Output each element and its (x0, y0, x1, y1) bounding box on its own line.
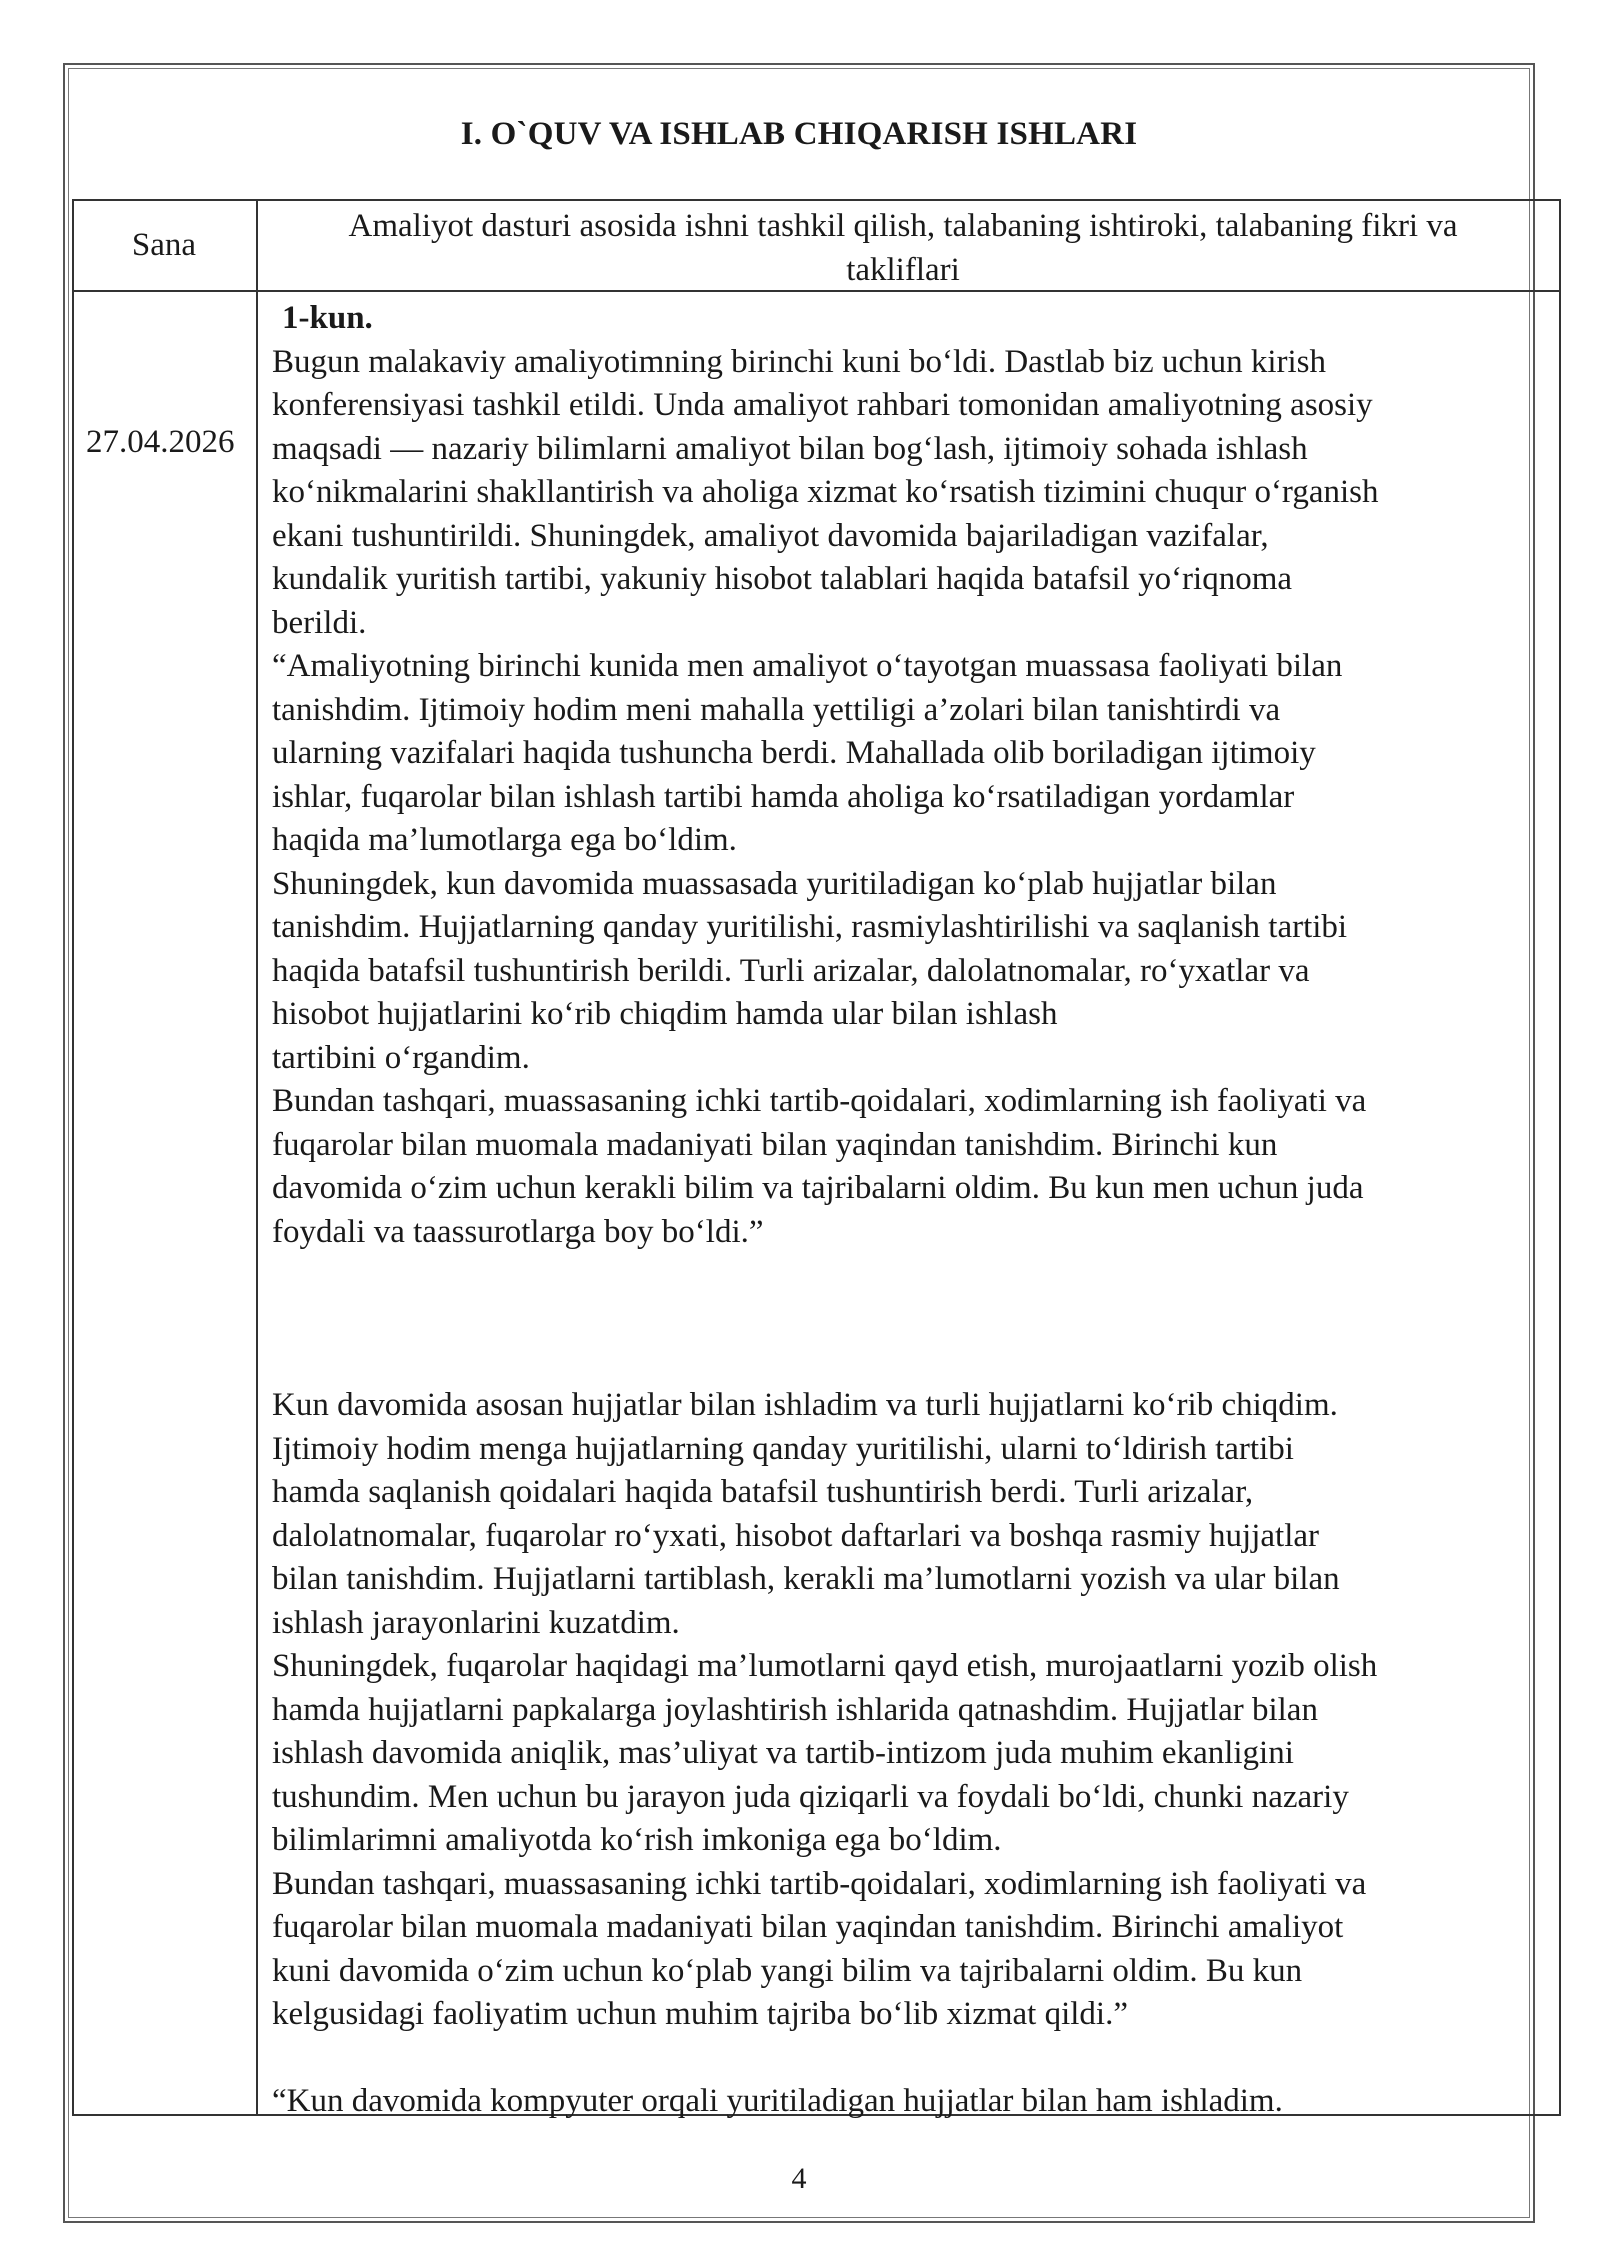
row-content (272, 297, 1562, 2123)
day-label: 1-kun. (282, 300, 373, 336)
header-content-column: Amaliyot dasturi asosida ishni tashkil qilish, talabaning ishtiroki, talabaning fikri va takliflari (348, 208, 1458, 288)
paragraph: Bugun malakaviy amaliyotimning birinchi kuni bo‘ldi. Dastlab biz uchun kirish konferensiyasi tashkil etildi. Unda amaliyot rahbari tomonidan amaliyotning asosiy maqsadi — nazariy bilimlarni amaliyot bilan bog‘lash, ijtimoiy sohada ishlash ko‘nikmalarini shakllantirish va aholiga xizmat ko‘rsatish tizimini chuqur o‘rganish ekani tushuntirildi. Shuningdek, amaliyot davomida bajariladigan vazifalar, kundalik yuritish tartibi, yakuniy hisobot talablari haqida batafsil yo‘riqnoma berildi. (272, 343, 1379, 641)
row-date: 27.04.2026 (86, 424, 235, 460)
table-top-border (72, 199, 1561, 201)
paragraph: Shuningdek, fuqarolar haqidagi ma’lumotlarni qayd etish, murojaatlarni yozib olish hamda hujjatlarni papkalarga joylashtirish ishlarida qatnashdim. Hujjatlar bilan ishlash davomida aniqlik, mas’uliyat va tartib-intizom juda muhim ekanligini tushundim. Men uchun bu jarayon juda qiziqarli va foydali bo‘ldi, chunki nazariy bilimlarimni amaliyotda ko‘rish imkoniga ega bo‘ldim. (272, 1648, 1378, 1858)
blank-space (272, 1254, 1562, 1384)
table-left-border (72, 199, 74, 2116)
section-title: I. O`QUV VA ISHLAB CHIQARISH ISHLARI (460, 116, 1138, 152)
paragraph: Bundan tashqari, muassasaning ichki tartib-qoidalari, xodimlarning ish faoliyati va fuqarolar bilan muomala madaniyati bilan yaqindan tanishdim. Birinchi kun davomida o‘zim uchun kerakli bilim va tajribalarni oldim. Bu kun men uchun juda foydali va taassurotlarga boy bo‘ldi.” (272, 1083, 1367, 1250)
paragraph: Shuningdek, kun davomida muassasada yuritiladigan ko‘plab hujjatlar bilan tanishdim. Hujjatlarning qanday yuritilishi, rasmiylashtirilishi va saqlanish tartibi haqida batafsil tushuntirish berildi. Turli arizalar, dalolatnomalar, ro‘yxatlar va hisobot hujjatlarini ko‘rib chiqdim hamda ular bilan ishlash tartibini o‘rgandim. (272, 865, 1348, 1076)
paragraph: “Kun davomida kompyuter orqali yuritiladigan hujjatlar bilan ham ishladim. (272, 2082, 1283, 2119)
blank-space (272, 2037, 1562, 2080)
paragraph: “Amaliyotning birinchi kunida men amaliyot o‘tayotgan muassasa faoliyati bilan tanishdim. Ijtimoiy hodim meni mahalla yettiligi a’zolari bilan tanishtirdi va ularning vazifalari haqida tushuncha berdi. Mahallada olib boriladigan ijtimoiy ishlar, fuqarolar bilan ishlash tartibi hamda aholiga ko‘rsatiladigan yordamlar haqida ma’lumotlarga ega bo‘ldim. (272, 648, 1343, 858)
table-column-divider (256, 199, 258, 2116)
paragraph: Kun davomida asosan hujjatlar bilan ishladim va turli hujjatlarni ko‘rib chiqdim. Ijtimoiy hodim menga hujjatlarning qanday yuritilishi, ularni to‘ldirish tartibi hamda saqlanish qoidalari haqida batafsil tushuntirish berdi. Turli arizalar, dalolatnomalar, fuqarolar ro‘yxati, hisobot daftarlari va boshqa rasmiy hujjatlar bilan tanishdim. Hujjatlarni tartiblash, kerakli ma’lumotlarni yozish va ular bilan ishlash jarayonlarini kuzatdim. (272, 1387, 1340, 1641)
page-number: 4 (791, 2162, 807, 2195)
paragraph: Bundan tashqari, muassasaning ichki tartib-qoidalari, xodimlarning ish faoliyati va fuqarolar bilan muomala madaniyati bilan yaqindan tanishdim. Birinchi amaliyot kuni davomida o‘zim uchun ko‘plab yangi bilim va tajribalarni oldim. Bu kun kelgusidagi faoliyatim uchun muhim tajriba bo‘lib xizmat qildi.” (272, 1865, 1367, 2032)
header-date-column: Sana (131, 226, 197, 263)
